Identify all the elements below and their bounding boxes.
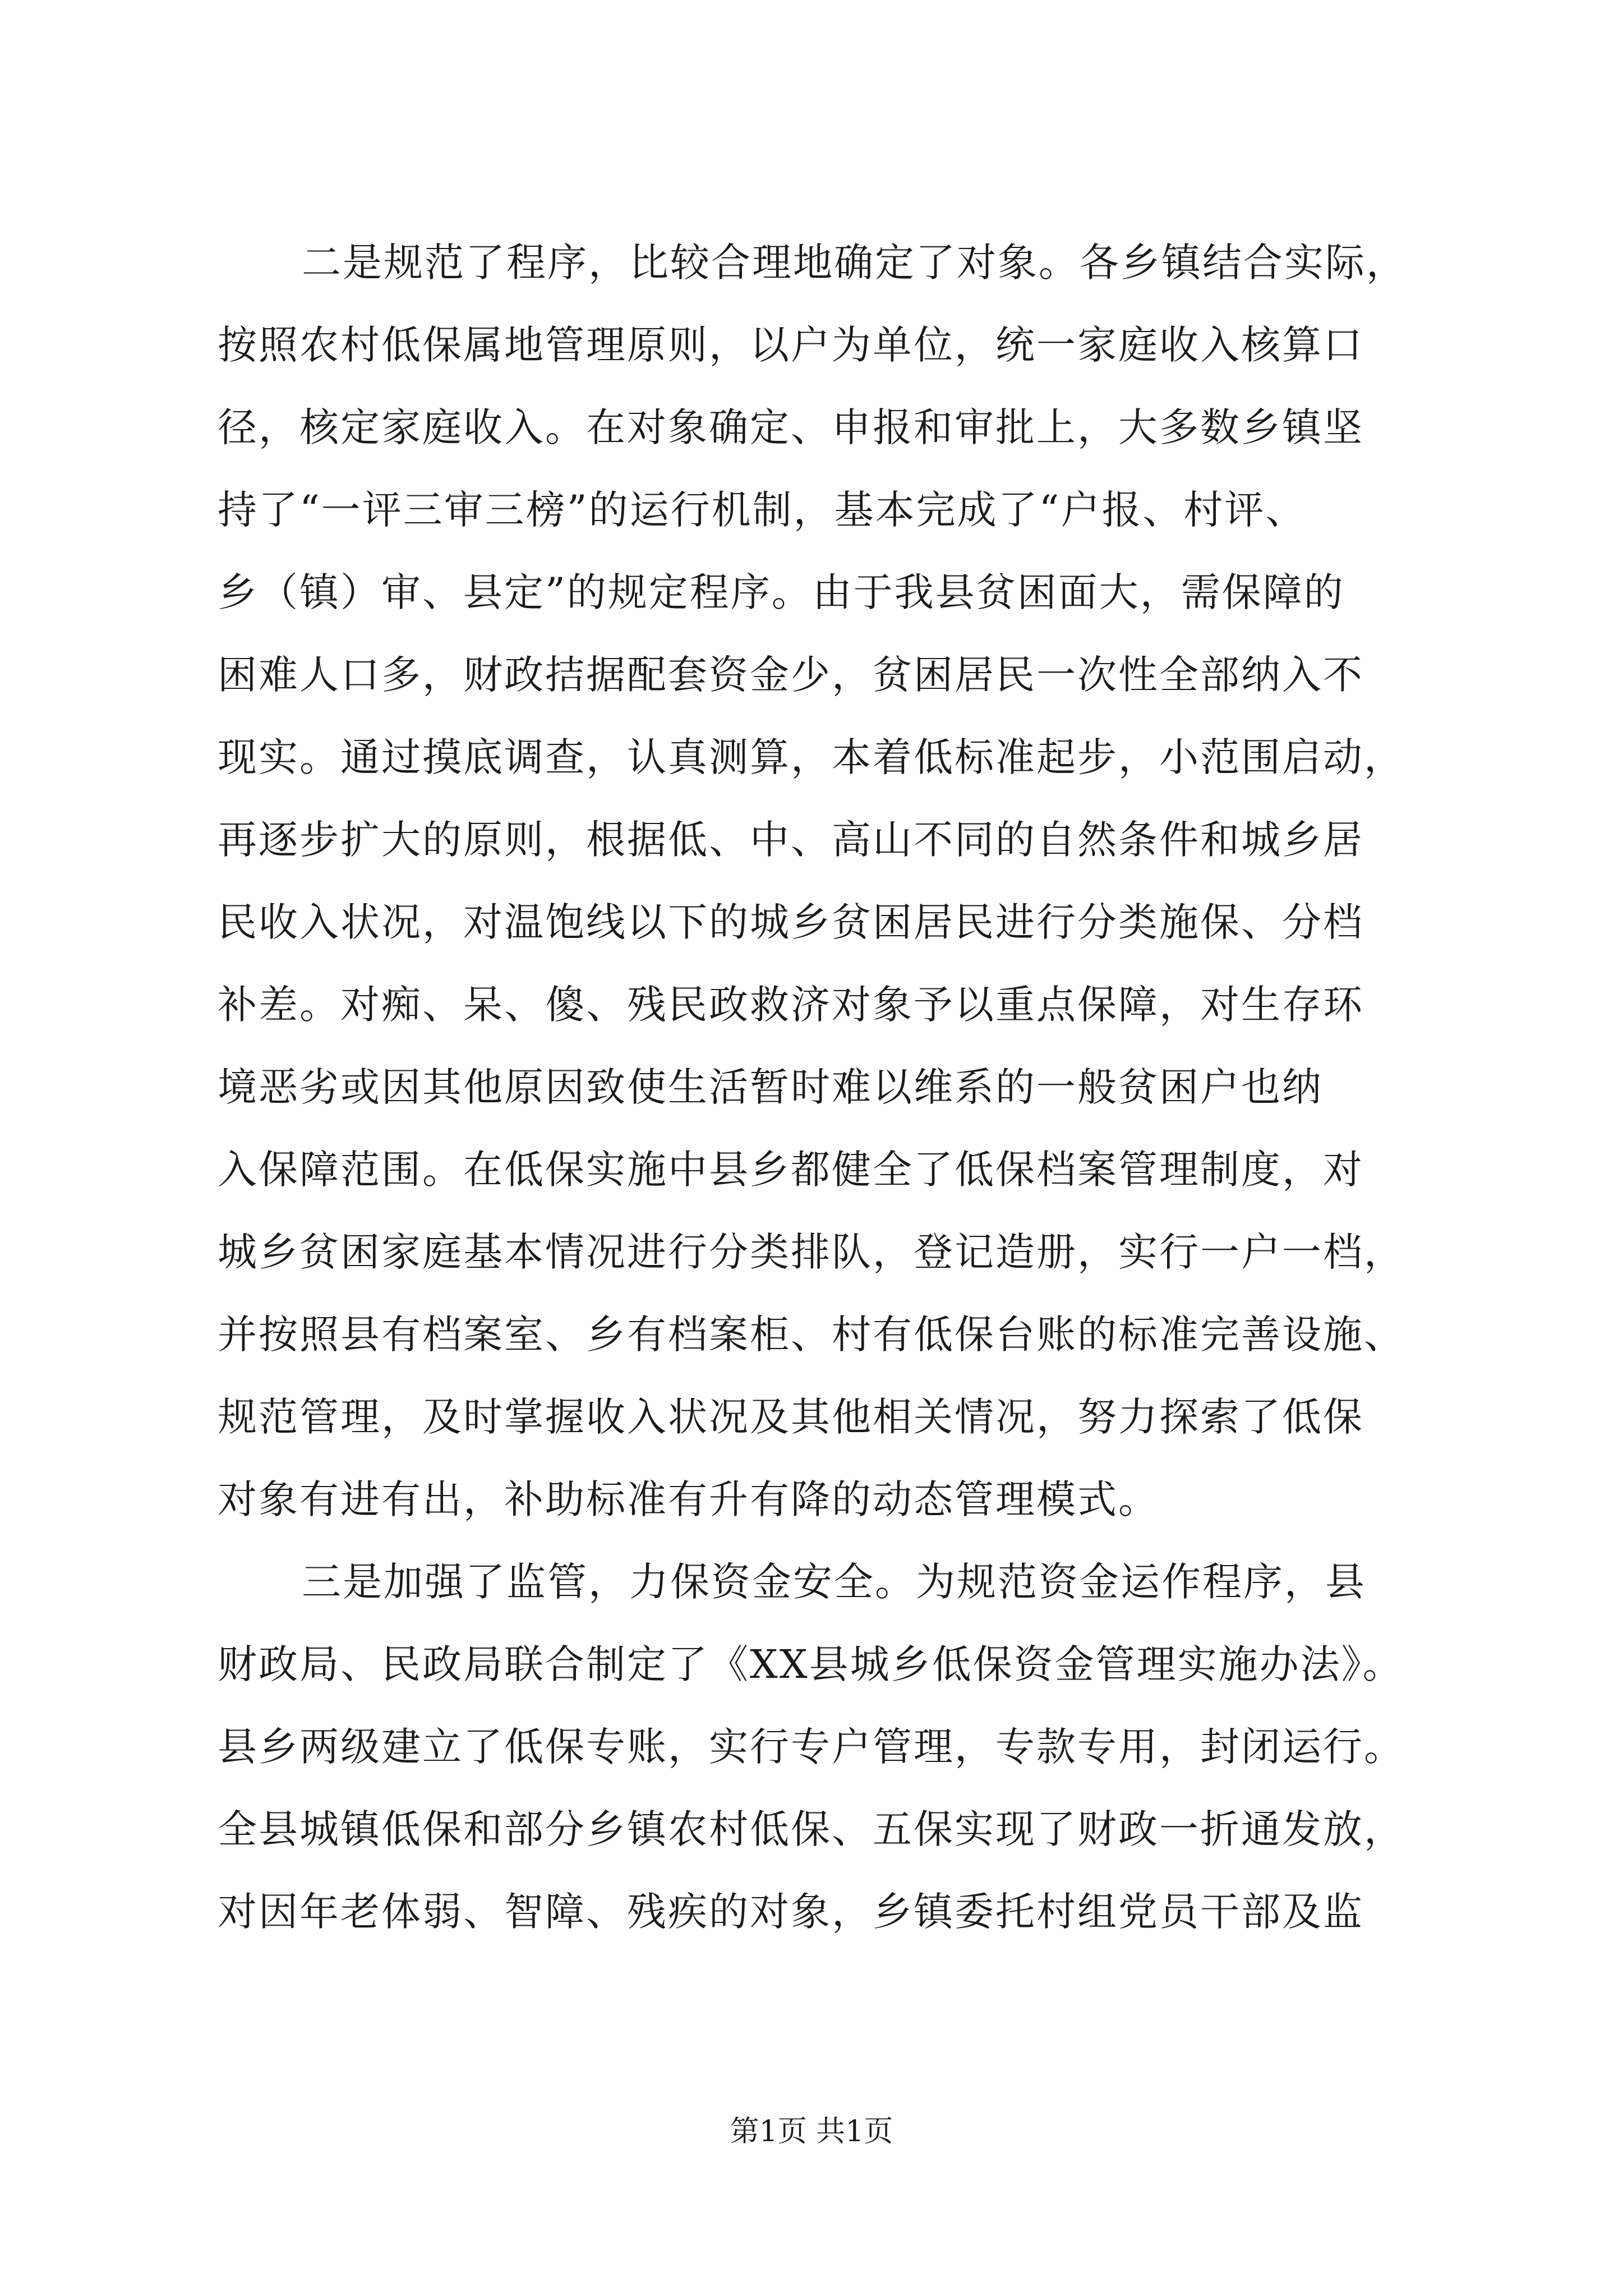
paragraph-2-line-15: 规范管理，及时掌握收入状况及其他相关情况，努力探索了低保 bbox=[218, 1394, 1364, 1440]
paragraph-2-line-11: 境恶劣或因其他原因致使生活暂时难以维系的一般贫困户也纳 bbox=[218, 1064, 1323, 1110]
paragraph-3-line-1: 三是加强了监管，力保资金安全。为规范资金运作程序，县 bbox=[302, 1559, 1366, 1605]
paragraph-2-line-3: 径，核定家庭收入。在对象确定、申报和审批上，大多数乡镇坚 bbox=[218, 404, 1364, 450]
page-footer bbox=[0, 2114, 1623, 2150]
paragraph-2-line-8: 再逐步扩大的原则，根据低、中、高山不同的自然条件和城乡居 bbox=[218, 817, 1364, 863]
paragraph-3-line-2: 财政局、民政局联合制定了《XX县城乡低保资金管理实施办法》。 bbox=[218, 1641, 1404, 1687]
paragraph-2-line-6: 困难人口多，财政拮据配套资金少，贫困居民一次性全部纳入不 bbox=[218, 652, 1364, 698]
paragraph-3-line-4: 全县城镇低保和部分乡镇农村低保、五保实现了财政一折通发放， bbox=[218, 1806, 1405, 1852]
paragraph-2-line-13: 城乡贫困家庭基本情况进行分类排队，登记造册，实行一户一档， bbox=[218, 1229, 1405, 1275]
paragraph-2-line-12: 入保障范围。在低保实施中县乡都健全了低保档案管理制度，对 bbox=[218, 1147, 1364, 1193]
document-body bbox=[218, 222, 1479, 1953]
paragraph-2-line-4: 持了“一评三审三榜”的运行机制，基本完成了“户报、村评、 bbox=[218, 487, 1307, 533]
paragraph-2-line-7: 现实。通过摸底调查，认真测算，本着低标准起步，小范围启动， bbox=[218, 734, 1405, 780]
paragraph-2-line-14: 并按照县有档案室、乡有档案柜、村有低保台账的标准完善设施、 bbox=[218, 1312, 1405, 1358]
paragraph-3-line-5: 对因年老体弱、智障、残疾的对象，乡镇委托村组党员干部及监 bbox=[218, 1889, 1364, 1935]
paragraph-3-line-3: 县乡两级建立了低保专账，实行专户管理，专款专用，封闭运行。 bbox=[218, 1724, 1405, 1770]
paragraph-2-line-9: 民收入状况，对温饱线以下的城乡贫困居民进行分类施保、分档 bbox=[218, 899, 1364, 945]
paragraph-2-line-16: 对象有进有出，补助标准有升有降的动态管理模式。 bbox=[218, 1476, 1159, 1522]
paragraph-2-line-5: 乡（镇）审、县定”的规定程序。由于我县贫困面大，需保障的 bbox=[218, 569, 1345, 615]
paragraph-2-line-2: 按照农村低保属地管理原则，以户为单位，统一家庭收入核算口 bbox=[218, 322, 1364, 368]
page-number-label: 第1页 共1页 bbox=[730, 2115, 893, 2148]
paragraph-2-line-10: 补差。对痴、呆、傻、残民政救济对象予以重点保障，对生存环 bbox=[218, 982, 1364, 1028]
paragraph-2-line-1: 二是规范了程序，比较合理地确定了对象。各乡镇结合实际， bbox=[302, 240, 1407, 286]
